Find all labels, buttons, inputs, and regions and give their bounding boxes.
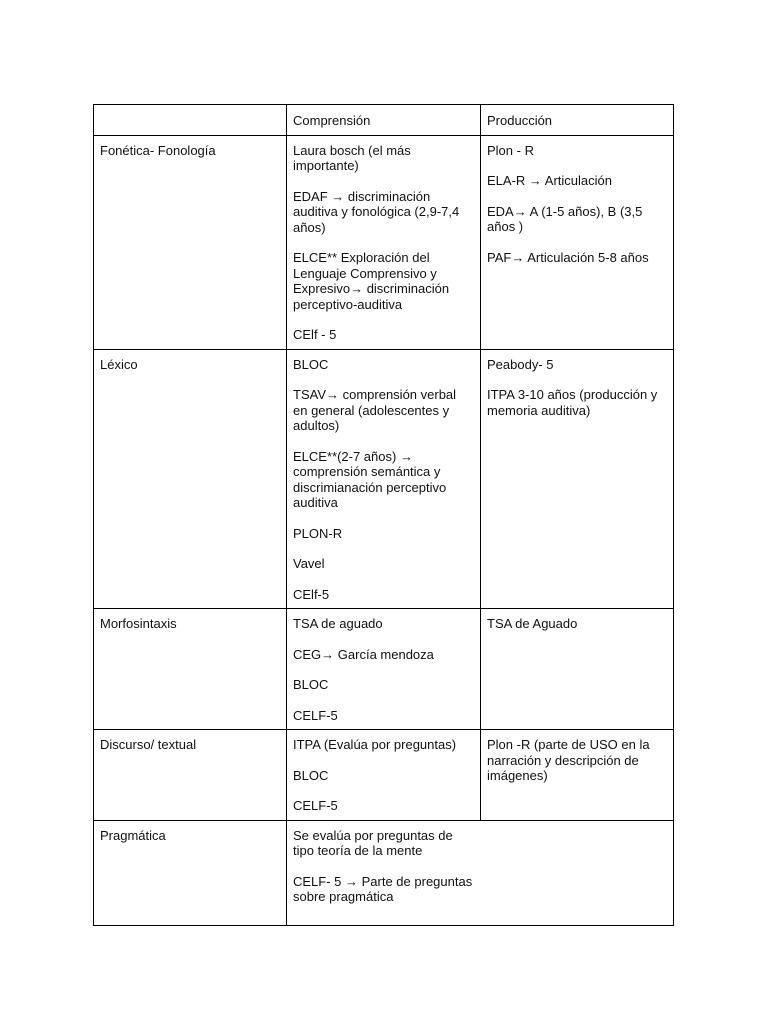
row-label: Discurso/ textual: [94, 730, 287, 821]
cell-text: CELF- 5 → Parte de preguntas sobre pragmática: [293, 873, 473, 904]
table-row: [94, 349, 674, 609]
cell-text: PLON-R: [293, 525, 343, 541]
comprension-cell: [287, 349, 481, 609]
header-cell-comprension: Comprensión: [287, 105, 481, 136]
produccion-cell: [481, 609, 674, 730]
cell-text: ELCE**(2-7 años) → comprensión semántica y discrimianación perceptivo auditiva: [293, 448, 447, 510]
row-label: Léxico: [94, 349, 287, 609]
header-cell-produccion: Producción: [481, 105, 674, 136]
cell-text: Plon - R: [487, 142, 534, 158]
comprension-cell: [287, 609, 481, 730]
cell-text: TSAV→ comprensión verbal en general (adolescentes y adultos): [293, 387, 457, 433]
cell-text: CELF-5: [293, 707, 338, 723]
cell-text: ELA-R → Articulación: [487, 173, 612, 188]
cell-text: TSA de Aguado: [487, 616, 578, 631]
cell-text: Plon -R (parte de USO en la narración y descripción de imágenes): [487, 737, 650, 783]
cell-text: TSA de aguado: [293, 616, 383, 631]
assessment-table: [93, 104, 674, 926]
table-row: [94, 820, 674, 925]
cell-text: CELF-5: [293, 798, 338, 813]
produccion-cell: [481, 730, 674, 821]
cell-text: ELCE** Exploración del Lenguaje Comprensivo y Expresivo→ discriminación perceptivo-auditiva: [293, 250, 450, 312]
comprension-cell: [287, 730, 481, 821]
cell-text: ITPA (Evalúa por preguntas): [293, 737, 457, 752]
table-header-row: [94, 105, 674, 136]
cell-text: Laura bosch (el más importante): [293, 142, 411, 173]
cell-text: CElf - 5: [293, 327, 337, 342]
produccion-cell: [481, 349, 674, 609]
row-label: Morfosintaxis: [94, 609, 287, 730]
table-row: [94, 730, 674, 821]
cell-text: BLOC: [293, 356, 329, 372]
header-cell-empty: [94, 105, 287, 136]
cell-text: CElf-5: [293, 586, 330, 602]
cell-text: BLOC: [293, 767, 329, 783]
cell-text: PAF→ Articulación 5-8 años: [487, 249, 649, 265]
table-row: [94, 609, 674, 730]
comprension-cell: [287, 135, 481, 349]
row-label: Fonética- Fonología: [94, 135, 287, 349]
cell-text: EDAF → discriminación auditiva y fonológica (2,9-7,4 años): [293, 188, 460, 235]
cell-text: ITPA 3-10 años (producción y memoria auditiva): [487, 387, 658, 418]
row-label: Pragmática: [94, 820, 287, 925]
cell-text: EDA→ A (1-5 años), B (3,5 años ): [487, 203, 643, 234]
cell-text: CEG→ García mendoza: [293, 646, 434, 662]
comprension-cell: [287, 820, 674, 925]
cell-text: BLOC: [293, 677, 329, 692]
cell-text: Vavel: [293, 556, 325, 571]
table-row: [94, 135, 674, 349]
cell-text: Peabody- 5: [487, 356, 554, 372]
cell-text: Se evalúa por preguntas de tipo teoría de la mente: [293, 827, 453, 858]
produccion-cell: [481, 135, 674, 349]
